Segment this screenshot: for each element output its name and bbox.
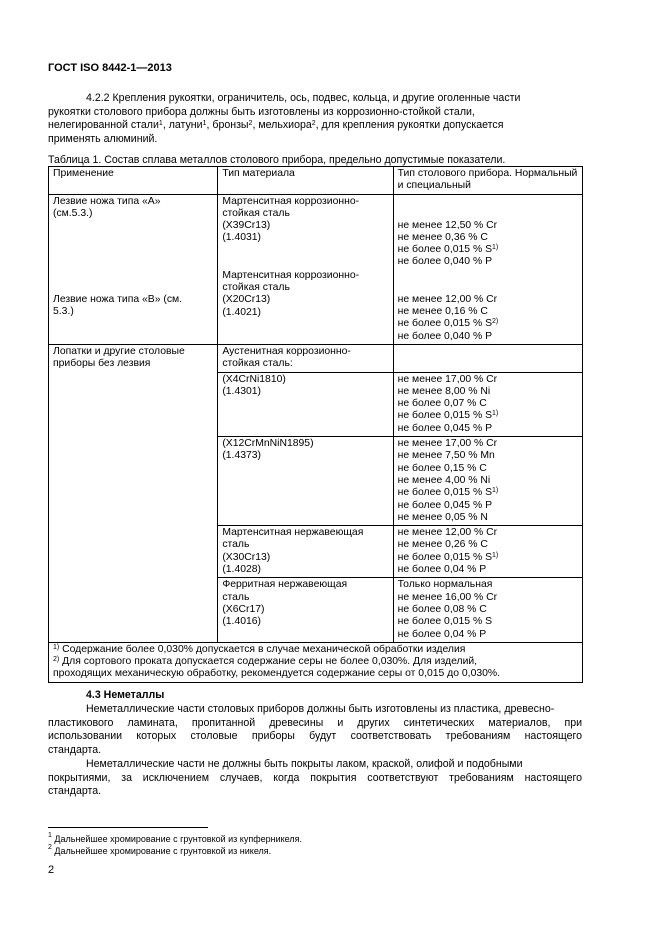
alloy-table — [48, 166, 583, 683]
table-header-row — [49, 167, 583, 195]
paragraph-nonmetals-2: Неметаллические части не должны быть покрыты лаком, краской, олифой и подобными покрытиями, за исключением случаев, когда покрытия соответствуют требованиям настоящего стандарта. — [48, 758, 582, 797]
section-title: 4.3 Неметаллы — [86, 689, 165, 701]
footnote-2: $^2$ Дальнейшее хромирование с грунтовкой из никеля. — [48, 844, 272, 856]
composition-cell — [393, 344, 582, 372]
table-row — [49, 194, 583, 344]
composition-cell: не менее 17,00 % Cr не менее 8,00 % Ni не более 0,07 % C не более 0,015 % $S^{1)}$ не более 0,045 % P — [393, 372, 582, 436]
material-cell: Аустенитная коррозионно- стойкая сталь: — [218, 344, 393, 372]
composition-cell: не менее 12,50 % Cr не менее 0,36 % C не более 0,015 % $S^{1)}$ не более 0,040 % P не менее 12,00 % Cr не менее 0,16 % C не более 0,015 % $S^{2)}$ не более 0,040 % P — [393, 194, 582, 344]
application-cell: Лезвие ножа типа «А» (см.5.3.) Лезвие ножа типа «В» (см. 5.3.) — [49, 194, 218, 344]
header-cell: Применение — [49, 167, 218, 195]
composition-cell: не менее 17,00 % Cr не менее 7,50 % Mn не более 0,15 % C не менее 4,00 % Ni не более 0,015 % $S^{1)}$ не более 0,045 % P не менее 0,05 % N — [393, 437, 582, 526]
material-cell: Мартенситная коррозионно- стойкая сталь (X39Cr13) (1.4031) Мартенситная коррозионно- стойкая сталь (X20Cr13) (1.4021) — [218, 194, 393, 344]
material-cell: (X4CrNi1810) (1.4301) — [218, 372, 393, 436]
header-cell: Тип столового прибора. Нормальный и специальный — [393, 167, 582, 195]
table-caption: Таблица 1. Состав сплава металлов столового прибора, предельно допустимые показатели. — [48, 154, 506, 166]
paragraph-nonmetals-1: Неметаллические части столовых приборов должны быть изготовлены из пластика, древесно- пластикового ламината, пропитанной древесины и других синтетических материалов, при использовании которых столовые приборы будут соответствовать требованиям настоящего стандарта. — [48, 703, 582, 756]
material-cell: Ферритная нержавеющая сталь (X6Cr17) (1.4016) — [218, 578, 393, 642]
header-cell: Тип материала — [218, 167, 393, 195]
material-cell: (X12CrMnNiN1895) (1.4373) — [218, 437, 393, 526]
footnote-divider — [48, 827, 208, 828]
composition-cell: не менее 12,00 % Cr не менее 0,26 % C не более 0,015 % $S^{1)}$ не более 0,04 % P — [393, 526, 582, 578]
footnote-1: $^1$ Дальнейшее хромирование с грунтовкой из купферникеля. — [48, 832, 302, 844]
page-number: 2 — [48, 864, 55, 876]
table-notes: $^{1)}$ Содержание более 0,030% допускается в случае механической обработки изделия $^{2)}$ Для сортового проката допускается содержание серы не более 0,030%. Для изделий, проходящих механическую обработку, рекомендуется содержание серы от 0,015 до 0,030%. — [49, 642, 583, 682]
table-notes-row — [49, 642, 583, 682]
table-note-2: $^{2)}$ Для сортового проката допускается содержание серы не более 0,030%. Для изделий, — [53, 656, 478, 668]
composition-cell: Только нормальная не менее 16,00 % Cr не более 0,08 % C не более 0,015 % S не более 0,04 % P — [393, 578, 582, 642]
material-cell: Мартенситная нержавеющая сталь (X30Cr13) (1.4028) — [218, 526, 393, 578]
table-note-1: $^{1)}$ Содержание более 0,030% допускается в случае механической обработки изделия — [53, 643, 466, 655]
page-header: ГОСТ ISO 8442-1—2013 — [48, 62, 172, 74]
paragraph-4-2-2: 4.2.2 Крепления рукоятки, ограничитель, ось, подвес, кольца, и другие оголенные части рукоятки столового прибора должны быть изготовлены из коррозионно-стойкой стали, нелегированной стали$^1$, латуни$^1$, бронзы$^2$, мельхиора$^2$, для крепления рукоятки допускается применять алюминий. — [48, 92, 521, 145]
table-row — [49, 344, 583, 372]
application-cell: Лопатки и другие столовые приборы без лезвия — [49, 344, 218, 642]
